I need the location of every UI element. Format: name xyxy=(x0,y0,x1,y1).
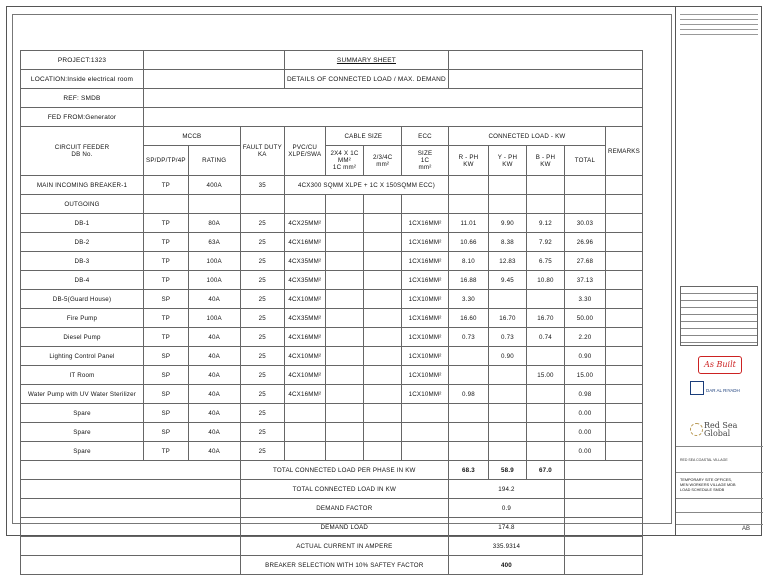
b-phase-cell: 16.70 xyxy=(526,309,564,328)
r-phase-cell: 0.73 xyxy=(448,328,488,347)
rating-cell: 80A xyxy=(188,214,240,233)
r-phase-cell: 3.30 xyxy=(448,290,488,309)
y-phase-cell: 12.83 xyxy=(488,252,526,271)
r-phase-cell: 16.60 xyxy=(448,309,488,328)
total-cell: 37.13 xyxy=(564,271,605,290)
rating-cell: 40A xyxy=(188,404,240,423)
y-phase-header: Y - PH KW xyxy=(488,146,526,176)
remarks-cell xyxy=(605,328,642,347)
cable-extra-cell xyxy=(364,347,402,366)
poles-cell: SP xyxy=(144,347,189,366)
ecc-cell: 1CX10MM² xyxy=(402,290,449,309)
revision-table xyxy=(680,286,758,346)
cable-234-cell xyxy=(325,404,364,423)
rating-cell: 63A xyxy=(188,233,240,252)
fed-from-line: FED FROM:Generator xyxy=(21,108,144,127)
table-row xyxy=(21,442,643,461)
b-phase-header: B - PH KW xyxy=(526,146,564,176)
total-cell: 0.00 xyxy=(564,423,605,442)
b-phase-cell: 0.74 xyxy=(526,328,564,347)
cable-cell: 4CX35MM² xyxy=(284,252,325,271)
fault-cell: 25 xyxy=(240,290,284,309)
total-cell: 2.20 xyxy=(564,328,605,347)
feeder-name: Water Pump with UV Water Sterilizer xyxy=(21,385,144,404)
fault-cell: 25 xyxy=(240,385,284,404)
r-phase-cell xyxy=(448,442,488,461)
fault-cell: 25 xyxy=(240,252,284,271)
r-phase-header: R - PH KW xyxy=(448,146,488,176)
rating-cell: 40A xyxy=(188,423,240,442)
summary-subtitle: DETAILS OF CONNECTED LOAD / MAX. DEMAND xyxy=(284,70,448,89)
ecc-cell xyxy=(402,404,449,423)
cable-extra-cell xyxy=(364,366,402,385)
main-incoming-rating: 400A xyxy=(188,176,240,195)
ecc-cell: 1CX16MM² xyxy=(402,271,449,290)
feeder-name: DB-1 xyxy=(21,214,144,233)
current-value: 335.9314 xyxy=(448,537,564,556)
rating-cell: 100A xyxy=(188,309,240,328)
cable-234-cell xyxy=(325,347,364,366)
connected-load-header: CONNECTED LOAD - KW xyxy=(448,127,605,146)
cable-234-cell xyxy=(325,290,364,309)
r-phase-cell: 8.10 xyxy=(448,252,488,271)
cable-extra-cell xyxy=(364,385,402,404)
poles-cell: TP xyxy=(144,271,189,290)
table-row xyxy=(21,214,643,233)
rating-cell: 40A xyxy=(188,366,240,385)
remarks-cell xyxy=(605,271,642,290)
feeder-name: Spare xyxy=(21,442,144,461)
poles-cell: TP xyxy=(144,214,189,233)
table-row xyxy=(21,290,643,309)
per-phase-b: 67.0 xyxy=(526,461,564,480)
ecc-cell: 1CX10MM² xyxy=(402,347,449,366)
demand-factor-value: 0.9 xyxy=(448,499,564,518)
rating-cell: 100A xyxy=(188,252,240,271)
remarks-cell xyxy=(605,385,642,404)
ecc-cell: 1CX10MM² xyxy=(402,385,449,404)
breaker-label: BREAKER SELECTION WITH 10% SAFTEY FACTOR xyxy=(240,556,448,575)
rating-cell: 40A xyxy=(188,385,240,404)
total-cell: 26.96 xyxy=(564,233,605,252)
poles-cell: SP xyxy=(144,290,189,309)
remarks-cell xyxy=(605,309,642,328)
cable-extra-cell xyxy=(364,233,402,252)
ecc-cell: 1CX16MM² xyxy=(402,214,449,233)
sheet-code: AB xyxy=(742,526,751,532)
mccb-header: MCCB xyxy=(144,127,241,146)
y-phase-cell xyxy=(488,442,526,461)
poles-cell: TP xyxy=(144,442,189,461)
table-row xyxy=(21,385,643,404)
r-phase-cell: 11.01 xyxy=(448,214,488,233)
b-phase-cell xyxy=(526,290,564,309)
cable-234-cell xyxy=(325,271,364,290)
r-phase-cell: 16.88 xyxy=(448,271,488,290)
ecc-cell: 1CX16MM² xyxy=(402,233,449,252)
cable-extra-cell xyxy=(364,271,402,290)
rating-cell: 40A xyxy=(188,347,240,366)
cable-extra-cell xyxy=(364,290,402,309)
fault-cell: 25 xyxy=(240,328,284,347)
table-row xyxy=(21,233,643,252)
feeder-name: Diesel Pump xyxy=(21,328,144,347)
pvc-header: PVC/CU XLPE/SWA xyxy=(284,127,325,176)
remarks-cell xyxy=(605,214,642,233)
remarks-cell xyxy=(605,347,642,366)
remarks-cell xyxy=(605,366,642,385)
ecc-size-header: SIZE 1C mm² xyxy=(402,146,449,176)
r-phase-cell xyxy=(448,366,488,385)
b-phase-cell xyxy=(526,404,564,423)
poles-header: SP/DP/TP/4P xyxy=(144,146,189,176)
cable-cell xyxy=(284,404,325,423)
poles-cell: SP xyxy=(144,366,189,385)
summary-title: SUMMARY SHEET xyxy=(284,51,448,70)
b-phase-cell xyxy=(526,423,564,442)
cable-cell xyxy=(284,423,325,442)
cable-extra-cell xyxy=(364,423,402,442)
fault-cell: 25 xyxy=(240,271,284,290)
y-phase-cell: 0.90 xyxy=(488,347,526,366)
cable-cell: 4CX35MM² xyxy=(284,309,325,328)
feeder-name: Lighting Control Panel xyxy=(21,347,144,366)
fault-cell: 25 xyxy=(240,347,284,366)
ecc-cell: 1CX10MM² xyxy=(402,366,449,385)
cable-cell xyxy=(284,442,325,461)
cable-extra-cell xyxy=(364,252,402,271)
total-header: TOTAL xyxy=(564,146,605,176)
demand-load-value: 174.8 xyxy=(448,518,564,537)
demand-factor-label: DEMAND FACTOR xyxy=(240,499,448,518)
y-phase-cell xyxy=(488,404,526,423)
cable-cell: 4CX10MM² xyxy=(284,347,325,366)
total-cell: 0.00 xyxy=(564,404,605,423)
rating-cell: 40A xyxy=(188,290,240,309)
poles-cell: SP xyxy=(144,404,189,423)
total-cell: 0.90 xyxy=(564,347,605,366)
main-incoming-name: MAIN INCOMING BREAKER-1 xyxy=(21,176,144,195)
cable-cell: 4CX16MM² xyxy=(284,233,325,252)
ecc-cell: 1CX16MM² xyxy=(402,309,449,328)
r-phase-cell xyxy=(448,423,488,442)
poles-cell: TP xyxy=(144,233,189,252)
cable-cell: 4CX16MM² xyxy=(284,328,325,347)
b-phase-cell: 6.75 xyxy=(526,252,564,271)
ecc-cell: 1CX10MM² xyxy=(402,328,449,347)
per-phase-r: 68.3 xyxy=(448,461,488,480)
cable-cell: 4CX25MM² xyxy=(284,214,325,233)
b-phase-cell xyxy=(526,385,564,404)
remarks-cell xyxy=(605,252,642,271)
y-phase-cell: 0.73 xyxy=(488,328,526,347)
cable-234-cell xyxy=(325,385,364,404)
feeder-name: Fire Pump xyxy=(21,309,144,328)
total-cell: 0.98 xyxy=(564,385,605,404)
r-phase-cell xyxy=(448,404,488,423)
location-line: LOCATION:Inside electrical room xyxy=(21,70,144,89)
total-cell: 27.68 xyxy=(564,252,605,271)
feeder-name: Spare xyxy=(21,404,144,423)
ecc-cell xyxy=(402,423,449,442)
y-phase-cell xyxy=(488,290,526,309)
b-phase-cell: 9.12 xyxy=(526,214,564,233)
cable-extra-cell xyxy=(364,309,402,328)
fault-cell: 25 xyxy=(240,309,284,328)
y-phase-cell: 9.90 xyxy=(488,214,526,233)
table-row xyxy=(21,366,643,385)
r-phase-cell: 10.66 xyxy=(448,233,488,252)
b-phase-cell: 10.80 xyxy=(526,271,564,290)
total-cell: 50.00 xyxy=(564,309,605,328)
feeder-name: DB-5(Guard House) xyxy=(21,290,144,309)
poles-cell: TP xyxy=(144,309,189,328)
total-cell: 3.30 xyxy=(564,290,605,309)
table-row xyxy=(21,347,643,366)
cable-cell: 4CX10MM² xyxy=(284,366,325,385)
poles-cell: SP xyxy=(144,423,189,442)
remarks-cell xyxy=(605,423,642,442)
cable-2x4-header: 2X4 X 1C MM² 1C mm² xyxy=(325,146,364,176)
cable-cell: 4CX35MM² xyxy=(284,271,325,290)
drawing-title: TEMPORARY SITE OFFICES, MEN WORKERS VILLAGE MDB LOAD SCHEDULE SMDB xyxy=(680,478,736,492)
cable-234-cell xyxy=(325,328,364,347)
fault-cell: 25 xyxy=(240,214,284,233)
cable-234-cell xyxy=(325,423,364,442)
fault-cell: 25 xyxy=(240,442,284,461)
ecc-cell xyxy=(402,442,449,461)
total-cell: 30.03 xyxy=(564,214,605,233)
table-row xyxy=(21,309,643,328)
fault-cell: 25 xyxy=(240,366,284,385)
fault-cell: 25 xyxy=(240,233,284,252)
cable-234-cell xyxy=(325,442,364,461)
remarks-cell xyxy=(605,404,642,423)
poles-cell: TP xyxy=(144,252,189,271)
cable-cell: 4CX16MM² xyxy=(284,385,325,404)
b-phase-cell: 15.00 xyxy=(526,366,564,385)
cable-extra-cell xyxy=(364,214,402,233)
table-row xyxy=(21,328,643,347)
cable-234-header: 2/3/4C mm² xyxy=(364,146,402,176)
total-cell: 15.00 xyxy=(564,366,605,385)
current-label: ACTUAL CURRENT IN AMPERE xyxy=(240,537,448,556)
remarks-cell xyxy=(605,290,642,309)
total-cell: 0.00 xyxy=(564,442,605,461)
demand-load-label: DEMAND LOAD xyxy=(240,518,448,537)
remarks-cell xyxy=(605,233,642,252)
project-name: RED SEA COASTAL VILLAGE xyxy=(680,458,728,462)
cable-234-cell xyxy=(325,309,364,328)
dar-al-riyadh-logo: DAR AL RIYADH xyxy=(690,378,750,398)
remarks-cell xyxy=(605,442,642,461)
rating-cell: 100A xyxy=(188,271,240,290)
y-phase-cell xyxy=(488,385,526,404)
y-phase-cell: 16.70 xyxy=(488,309,526,328)
rating-header: RATING xyxy=(188,146,240,176)
project-line: PROJECT:1323 xyxy=(21,51,144,70)
b-phase-cell xyxy=(526,442,564,461)
load-schedule-table xyxy=(20,50,643,575)
title-block xyxy=(675,6,762,536)
per-phase-y: 58.9 xyxy=(488,461,526,480)
rating-cell: 40A xyxy=(188,328,240,347)
main-incoming-poles: TP xyxy=(144,176,189,195)
ref-line: REF: SMDB xyxy=(21,89,144,108)
total-load-label: TOTAL CONNECTED LOAD IN KW xyxy=(240,480,448,499)
y-phase-cell xyxy=(488,366,526,385)
feeder-name: Spare xyxy=(21,423,144,442)
per-phase-label: TOTAL CONNECTED LOAD PER PHASE IN KW xyxy=(240,461,448,480)
breaker-value: 400 xyxy=(448,556,564,575)
poles-cell: SP xyxy=(144,385,189,404)
table-row xyxy=(21,271,643,290)
y-phase-cell: 9.45 xyxy=(488,271,526,290)
cable-234-cell xyxy=(325,214,364,233)
feeder-name: DB-3 xyxy=(21,252,144,271)
b-phase-cell xyxy=(526,347,564,366)
r-phase-cell: 0.98 xyxy=(448,385,488,404)
cable-234-cell xyxy=(325,252,364,271)
b-phase-cell: 7.92 xyxy=(526,233,564,252)
poles-cell: TP xyxy=(144,328,189,347)
feeder-name: IT Room xyxy=(21,366,144,385)
cable-extra-cell xyxy=(364,404,402,423)
feeder-header: CIRCUIT FEEDER DB No. xyxy=(21,127,144,176)
total-load-value: 194.2 xyxy=(448,480,564,499)
fault-cell: 25 xyxy=(240,404,284,423)
fault-cell: 25 xyxy=(240,423,284,442)
cable-234-cell xyxy=(325,366,364,385)
main-incoming-cable: 4CX300 SQMM XLPE + 1C X 150SQMM ECC) xyxy=(284,176,448,195)
r-phase-cell xyxy=(448,347,488,366)
table-row xyxy=(21,404,643,423)
feeder-name: DB-4 xyxy=(21,271,144,290)
cable-234-cell xyxy=(325,233,364,252)
cable-extra-cell xyxy=(364,328,402,347)
fault-duty-header: FAULT DUTY KA xyxy=(240,127,284,176)
y-phase-cell: 8.38 xyxy=(488,233,526,252)
cable-size-header: CABLE SIZE xyxy=(325,127,401,146)
y-phase-cell xyxy=(488,423,526,442)
remarks-header: REMARKS xyxy=(605,127,642,176)
rating-cell: 40A xyxy=(188,442,240,461)
table-row xyxy=(21,423,643,442)
red-sea-global-logo: Red Sea Global xyxy=(704,422,737,438)
table-row xyxy=(21,252,643,271)
feeder-name: DB-2 xyxy=(21,233,144,252)
outgoing-label: OUTGOING xyxy=(21,195,144,214)
cable-cell: 4CX10MM² xyxy=(284,290,325,309)
as-built-stamp: As Built xyxy=(698,356,742,374)
ecc-header: ECC xyxy=(402,127,449,146)
cable-extra-cell xyxy=(364,442,402,461)
ecc-cell: 1CX16MM² xyxy=(402,252,449,271)
notes-area xyxy=(680,10,758,42)
main-incoming-fault: 35 xyxy=(240,176,284,195)
